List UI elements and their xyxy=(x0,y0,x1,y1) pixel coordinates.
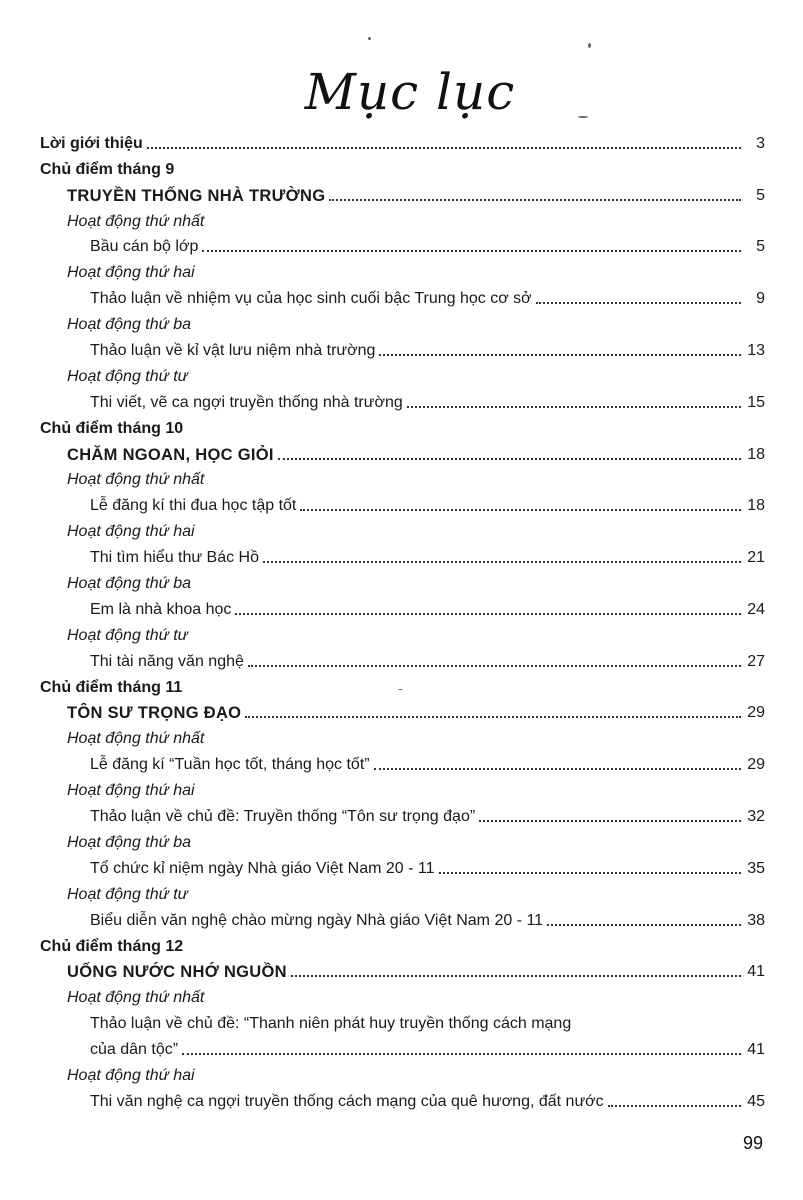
toc-entry xyxy=(40,984,765,1010)
dot-leader xyxy=(182,1053,741,1055)
toc-entry-text: Hoạt động thứ hai xyxy=(67,782,195,800)
dot-leader xyxy=(608,1105,741,1107)
toc-entry xyxy=(40,467,765,493)
toc-entry-text: Hoạt động thứ nhất xyxy=(67,730,205,748)
toc-page-number: 38 xyxy=(747,911,765,929)
toc-entry-text: Hoạt động thứ ba xyxy=(67,575,192,593)
table-of-contents xyxy=(40,130,765,1114)
toc-page-number: 45 xyxy=(747,1092,765,1110)
toc-entry-text: Hoạt động thứ ba xyxy=(67,833,192,851)
toc-entry-text: Hoạt động thứ ba xyxy=(67,316,192,334)
dot-leader xyxy=(278,458,741,460)
toc-entry xyxy=(40,881,765,907)
dot-leader xyxy=(202,250,741,252)
toc-entry xyxy=(40,725,765,751)
toc-entry-text: Tổ chức kỉ niệm ngày Nhà giáo Việt Nam 20 - 11 xyxy=(90,859,435,877)
toc-entry xyxy=(40,674,765,700)
toc-entry-text: CHĂM NGOAN, HỌC GIỎI xyxy=(67,445,274,464)
scan-speck xyxy=(368,37,371,40)
toc-entry xyxy=(40,570,765,596)
toc-entry-text: Hoạt động thứ nhất xyxy=(67,989,205,1007)
dot-leader xyxy=(379,354,741,356)
dot-leader xyxy=(300,509,741,511)
toc-entry-text: Chủ điểm tháng 12 xyxy=(40,937,184,955)
toc-entry-text: UỐNG NƯỚC NHỚ NGUỒN xyxy=(67,963,287,982)
toc-entry-text: Hoạt động thứ hai xyxy=(67,1066,195,1084)
toc-page-number: 24 xyxy=(747,600,765,618)
toc-entry xyxy=(40,415,765,441)
toc-entry xyxy=(40,933,765,959)
dot-leader xyxy=(536,302,741,304)
toc-page-number: 13 xyxy=(747,342,765,360)
toc-page-number: 29 xyxy=(747,704,765,722)
toc-entry xyxy=(40,803,765,829)
toc-entry xyxy=(40,259,765,285)
toc-entry-text: Thảo luận về nhiệm vụ của học sinh cuối bậc Trung học cơ sở xyxy=(90,290,532,308)
toc-entry xyxy=(40,234,765,260)
toc-entry-text: Hoạt động thứ nhất xyxy=(67,212,205,230)
dot-leader xyxy=(439,872,741,874)
toc-entry xyxy=(40,1088,765,1114)
toc-page-number: 32 xyxy=(747,808,765,826)
toc-page-number: 41 xyxy=(747,1041,765,1059)
toc-entry-text: Hoạt động thứ tư xyxy=(67,367,188,385)
scan-speck xyxy=(398,689,403,690)
dot-leader xyxy=(235,613,741,615)
toc-entry-text: Bầu cán bộ lớp xyxy=(90,238,199,256)
toc-page-number: 3 xyxy=(756,134,765,152)
toc-page-number: 29 xyxy=(747,756,765,774)
page-title: Mục lục xyxy=(304,63,516,121)
toc-entry xyxy=(40,337,765,363)
toc-entry xyxy=(40,544,765,570)
toc-entry xyxy=(40,363,765,389)
dot-leader xyxy=(479,820,741,822)
toc-entry-text: Thảo luận về kỉ vật lưu niệm nhà trường xyxy=(90,342,376,360)
toc-entry-text: Lễ đăng kí “Tuần học tốt, tháng học tốt” xyxy=(90,756,370,774)
page-number: 99 xyxy=(742,1133,763,1153)
toc-entry-text: Hoạt động thứ hai xyxy=(67,264,195,282)
toc-entry-text: Thảo luận về chủ đề: Truyền thống “Tôn sư trọng đạo” xyxy=(90,808,476,826)
toc-entry-text: Chủ điểm tháng 9 xyxy=(40,160,175,178)
dot-leader xyxy=(263,561,741,563)
toc-entry xyxy=(40,285,765,311)
toc-entry-text: Thi tìm hiểu thư Bác Hồ xyxy=(90,549,259,567)
toc-page-number: 9 xyxy=(756,290,765,308)
toc-entry xyxy=(40,907,765,933)
toc-page-number: 15 xyxy=(747,393,765,411)
scan-speck xyxy=(578,116,588,118)
toc-entry xyxy=(40,622,765,648)
toc-entry xyxy=(40,855,765,881)
toc-entry xyxy=(40,182,765,208)
dot-leader xyxy=(329,199,741,201)
toc-entry-text: Thi văn nghệ ca ngợi truyền thống cách mạng của quê hương, đất nước xyxy=(90,1092,604,1110)
toc-entry-text: Thảo luận về chủ đề: “Thanh niên phát huy truyền thống cách mạng xyxy=(90,1015,572,1033)
dot-leader xyxy=(147,147,741,149)
toc-entry-text: Chủ điểm tháng 10 xyxy=(40,419,184,437)
toc-entry xyxy=(40,156,765,182)
dot-leader xyxy=(245,716,741,718)
toc-entry xyxy=(40,1010,765,1036)
dot-leader xyxy=(374,768,741,770)
toc-entry-text: Hoạt động thứ tư xyxy=(67,885,188,903)
toc-entry xyxy=(40,311,765,337)
toc-entry xyxy=(40,751,765,777)
toc-entry-text: Hoạt động thứ tư xyxy=(67,626,188,644)
toc-entry xyxy=(40,492,765,518)
toc-entry xyxy=(40,208,765,234)
toc-entry-text: Hoạt động thứ nhất xyxy=(67,471,205,489)
toc-entry-text: Em là nhà khoa học xyxy=(90,600,232,618)
toc-entry xyxy=(40,389,765,415)
toc-entry-text: Thi viết, vẽ ca ngợi truyền thống nhà trường xyxy=(90,393,403,411)
toc-entry xyxy=(40,1062,765,1088)
toc-entry xyxy=(40,959,765,985)
toc-entry xyxy=(40,777,765,803)
toc-page-number: 18 xyxy=(747,445,765,463)
toc-entry-text: của dân tộc” xyxy=(90,1041,179,1059)
toc-entry xyxy=(40,829,765,855)
toc-page-number: 35 xyxy=(747,859,765,877)
toc-page-number: 18 xyxy=(747,497,765,515)
toc-page-number: 21 xyxy=(747,549,765,567)
toc-entry xyxy=(40,1036,765,1062)
toc-page-number: 41 xyxy=(747,963,765,981)
toc-entry xyxy=(40,596,765,622)
toc-page-number: 27 xyxy=(747,652,765,670)
toc-entry-text: Hoạt động thứ hai xyxy=(67,523,195,541)
toc-entry-text: Chủ điểm tháng 11 xyxy=(40,678,183,696)
toc-entry xyxy=(40,518,765,544)
toc-entry-text: Lời giới thiệu xyxy=(40,134,143,152)
toc-entry xyxy=(40,441,765,467)
toc-entry-text: TRUYỀN THỐNG NHÀ TRƯỜNG xyxy=(67,186,326,205)
toc-entry-text: Biểu diễn văn nghệ chào mừng ngày Nhà giáo Việt Nam 20 - 11 xyxy=(90,911,544,929)
toc-page-number: 5 xyxy=(756,186,765,204)
dot-leader xyxy=(248,665,741,667)
dot-leader xyxy=(291,975,741,977)
toc-entry-text: Thi tài năng văn nghệ xyxy=(90,652,244,670)
toc-page-number: 5 xyxy=(756,238,765,256)
toc-entry-text: Lễ đăng kí thi đua học tập tốt xyxy=(90,497,297,515)
dot-leader xyxy=(547,924,741,926)
scan-speck xyxy=(588,43,591,48)
toc-entry xyxy=(40,700,765,726)
dot-leader xyxy=(407,406,741,408)
toc-entry xyxy=(40,130,765,156)
toc-entry xyxy=(40,648,765,674)
toc-entry-text: TÔN SƯ TRỌNG ĐẠO xyxy=(67,704,242,723)
